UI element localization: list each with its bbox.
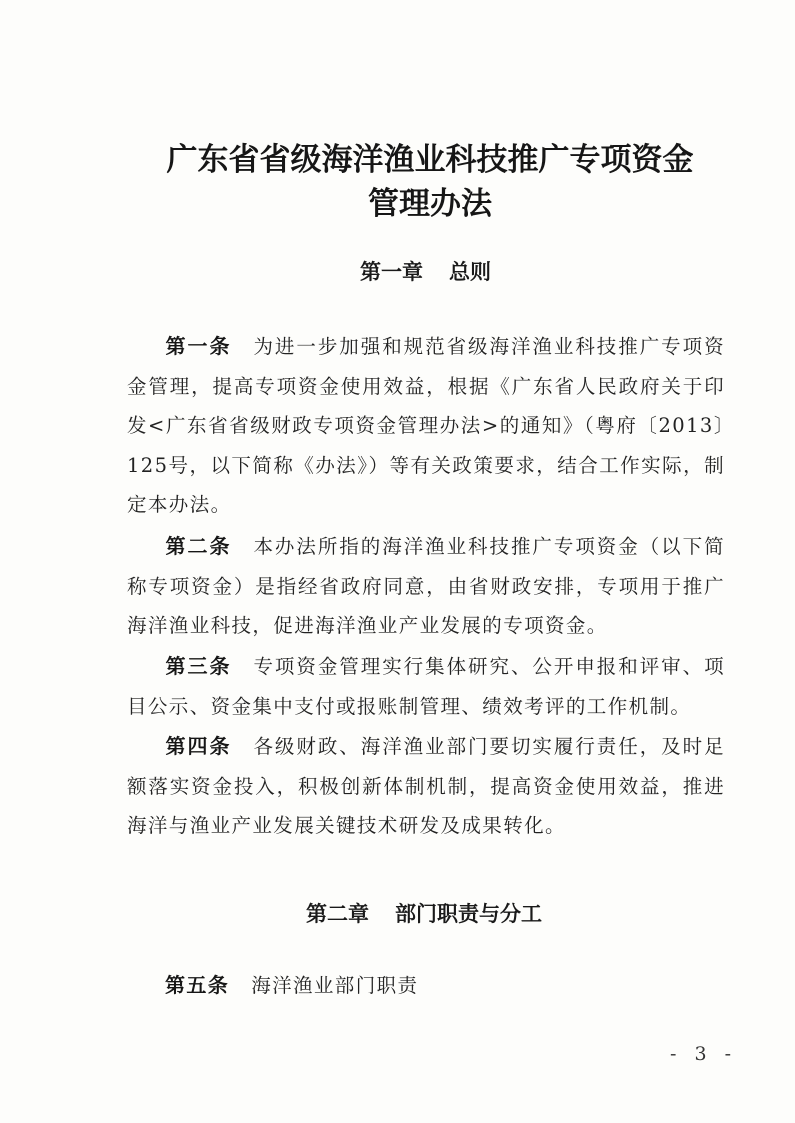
page-number: - 3 - [670, 1043, 738, 1065]
document-title-line2: 管理办法 [368, 186, 492, 222]
chapter-1-heading [360, 256, 491, 286]
article-3 [127, 647, 725, 726]
article-1 [127, 327, 725, 525]
article-4-text: 各级财政、海洋渔业部门要切实履行责任，及时足额落实资金投入，积极创新体制机制，提高资金使用效益，推进海洋与渔业产业发展关键技术研发及成果转化。 [127, 735, 725, 837]
chapter-2-name: 部门职责与分工 [395, 902, 542, 926]
chapter-1-name: 总则 [449, 260, 491, 284]
article-2 [127, 527, 725, 646]
article-5 [165, 966, 725, 1006]
article-1-label: 第一条 [165, 334, 232, 358]
article-5-label: 第五条 [165, 973, 230, 997]
article-1-text: 为进一步加强和规范省级海洋渔业科技推广专项资金管理，提高专项资金使用效益，根据《广东省人民政府关于印发<广东省省级财政专项资金管理办法>的通知》（粤府〔2013〕125号，以下简称《办法》）等有关政策要求，结合工作实际，制定本办法。 [127, 335, 725, 516]
chapter-2-number: 第二章 [306, 902, 369, 926]
document-title-line1: 广东省省级海洋渔业科技推广专项资金 [166, 142, 694, 178]
article-4 [127, 727, 725, 846]
article-2-label: 第二条 [165, 534, 232, 558]
article-4-label: 第四条 [165, 734, 232, 758]
article-3-text: 专项资金管理实行集体研究、公开申报和评审、项目公示、资金集中支付或报账制管理、绩效考评的工作机制。 [127, 655, 725, 718]
article-2-text: 本办法所指的海洋渔业科技推广专项资金（以下简称专项资金）是指经省政府同意，由省财政安排，专项用于推广海洋渔业科技，促进海洋渔业产业发展的专项资金。 [127, 535, 725, 637]
chapter-2-heading [306, 898, 542, 928]
chapter-1-number: 第一章 [360, 260, 423, 284]
article-5-text: 海洋渔业部门职责 [251, 974, 419, 997]
article-3-label: 第三条 [165, 654, 232, 678]
